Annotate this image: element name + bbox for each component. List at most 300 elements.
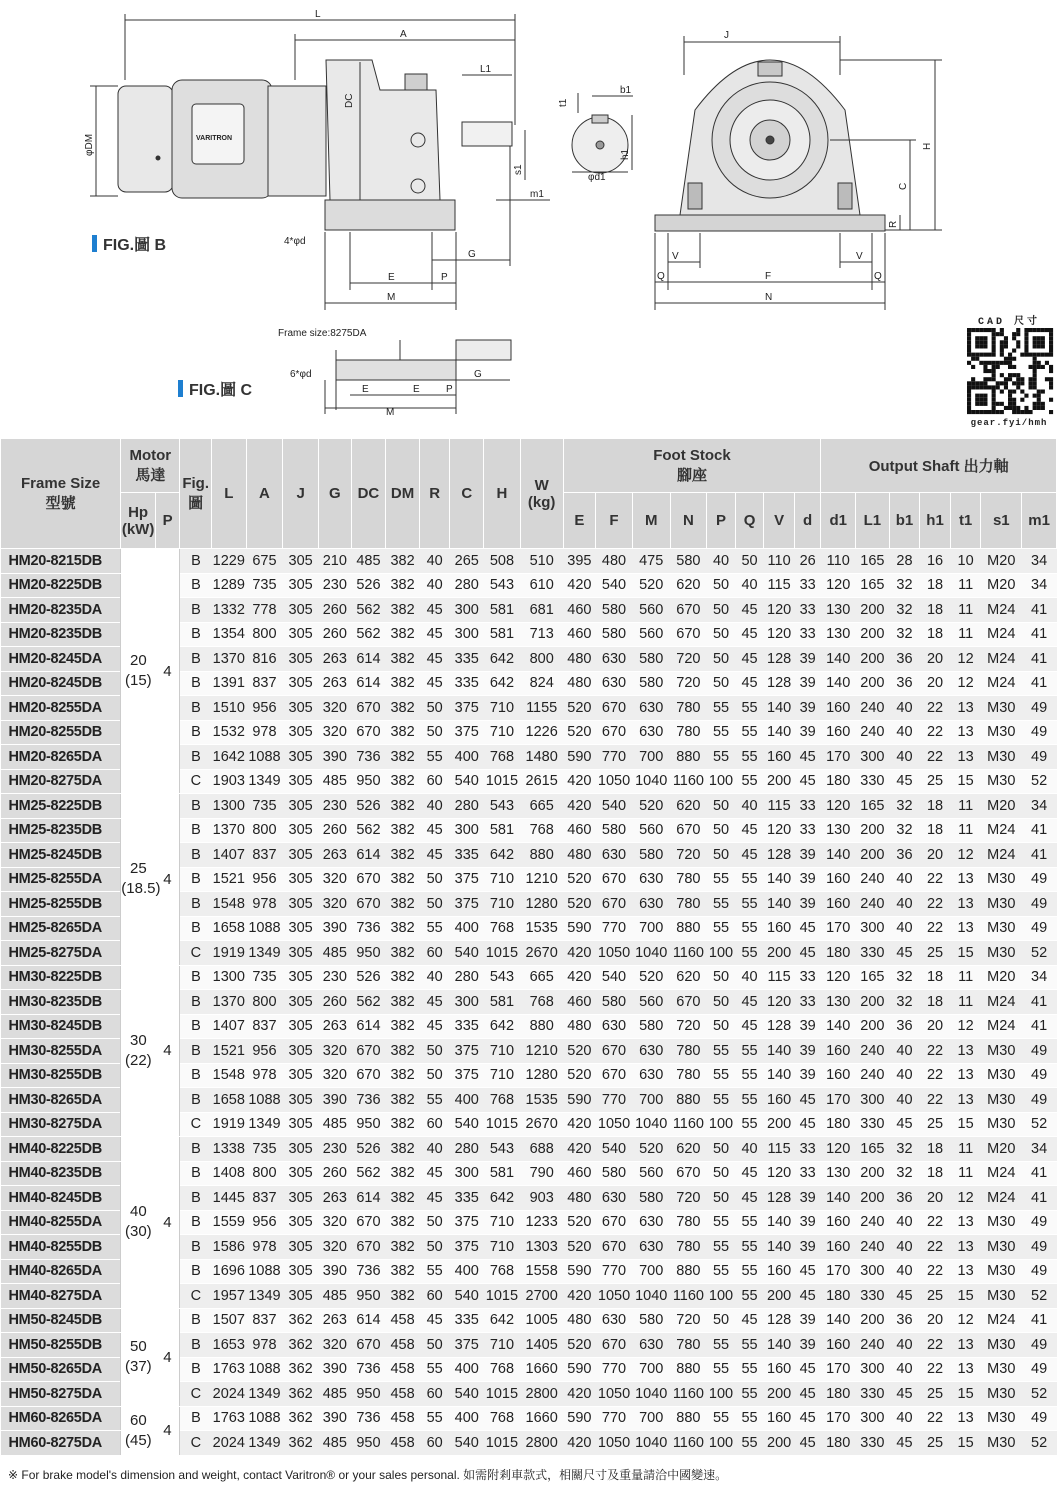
table-cell: 55 xyxy=(735,769,764,794)
frame-size-cell: HM50-8255DB xyxy=(1,1333,121,1358)
table-cell: 1548 xyxy=(211,1063,246,1088)
table-cell: 11 xyxy=(950,598,981,623)
table-cell: 165 xyxy=(856,965,890,990)
table-cell: 375 xyxy=(450,1333,484,1358)
table-cell: 45 xyxy=(735,671,764,696)
table-cell: 15 xyxy=(950,769,981,794)
table-cell: 32 xyxy=(889,1137,920,1162)
table-cell: 526 xyxy=(351,573,386,598)
table-cell: 18 xyxy=(920,622,951,647)
table-cell: 13 xyxy=(950,1063,981,1088)
table-cell: 41 xyxy=(1022,818,1057,843)
table-cell: 1349 xyxy=(246,1431,283,1456)
fig-c-label xyxy=(178,377,252,400)
table-cell: 128 xyxy=(764,1186,795,1211)
table-cell: 375 xyxy=(450,892,484,917)
table-cell: 2615 xyxy=(520,769,563,794)
table-cell: 45 xyxy=(735,598,764,623)
table-cell: 300 xyxy=(856,745,890,770)
table-cell: 160 xyxy=(821,1333,856,1358)
table-cell: 665 xyxy=(520,794,563,819)
motor-kw: (37) xyxy=(125,1358,152,1375)
table-cell: 120 xyxy=(764,990,795,1015)
table-cell: 210 xyxy=(318,549,351,574)
table-cell: 45 xyxy=(419,647,450,672)
table-cell: 837 xyxy=(246,1308,283,1333)
table-cell: 670 xyxy=(351,696,386,721)
table-cell: 700 xyxy=(632,1406,670,1431)
table-cell: 1521 xyxy=(211,1039,246,1064)
th-foot-q: Q xyxy=(735,493,764,549)
table-cell: M30 xyxy=(981,1039,1022,1064)
table-cell: 1233 xyxy=(520,1210,563,1235)
table-cell: 280 xyxy=(450,573,484,598)
table-cell: 305 xyxy=(283,1014,319,1039)
table-cell: 630 xyxy=(596,843,633,868)
th-foot-p: P xyxy=(707,493,736,549)
table-cell: B xyxy=(180,892,212,917)
table-cell: 670 xyxy=(351,867,386,892)
table-cell: 2800 xyxy=(520,1431,563,1456)
table-cell: M30 xyxy=(981,1112,1022,1137)
table-cell: 390 xyxy=(318,1357,351,1382)
table-cell: 1050 xyxy=(596,1112,633,1137)
table-cell: 45 xyxy=(419,1308,450,1333)
table-cell: 45 xyxy=(794,941,821,966)
table-cell: 40 xyxy=(889,696,920,721)
table-row xyxy=(1,549,1057,574)
table-cell: 240 xyxy=(856,1235,890,1260)
table-cell: 670 xyxy=(596,867,633,892)
table-cell: 1155 xyxy=(520,696,563,721)
table-cell: 45 xyxy=(794,1382,821,1407)
table-cell: 526 xyxy=(351,965,386,990)
table-cell: 320 xyxy=(318,1063,351,1088)
table-cell: 950 xyxy=(351,1382,386,1407)
table-cell: 780 xyxy=(670,1039,707,1064)
table-cell: 382 xyxy=(386,843,420,868)
table-cell: 128 xyxy=(764,1014,795,1039)
table-cell: 950 xyxy=(351,1431,386,1456)
table-cell: 45 xyxy=(889,1284,920,1309)
side-dim-label: t1 xyxy=(558,98,569,107)
table-cell: 837 xyxy=(246,1186,283,1211)
table-cell: 160 xyxy=(821,1210,856,1235)
motor-kw: (45) xyxy=(125,1431,152,1449)
table-cell: 2800 xyxy=(520,1382,563,1407)
table-cell: 55 xyxy=(707,867,736,892)
table-cell: 736 xyxy=(351,916,386,941)
table-cell: 32 xyxy=(889,818,920,843)
table-cell: 55 xyxy=(735,1406,764,1431)
table-cell: 590 xyxy=(563,1357,596,1382)
table-cell: 140 xyxy=(764,1235,795,1260)
table-cell: 800 xyxy=(246,622,283,647)
table-cell: 20 xyxy=(920,1308,951,1333)
table-cell: 1507 xyxy=(211,1308,246,1333)
table-cell: 1405 xyxy=(520,1333,563,1358)
table-cell: 15 xyxy=(950,1284,981,1309)
table-cell: 768 xyxy=(484,1088,521,1113)
table-cell: 49 xyxy=(1022,720,1057,745)
table-cell: 22 xyxy=(920,892,951,917)
table-row xyxy=(1,965,1057,990)
qr-url[interactable]: gear.fyi/hmh xyxy=(970,418,1048,428)
table-cell: B xyxy=(180,1357,212,1382)
table-cell: 1642 xyxy=(211,745,246,770)
table-cell: 11 xyxy=(950,622,981,647)
table-cell: 520 xyxy=(563,867,596,892)
table-cell: 950 xyxy=(351,941,386,966)
table-cell: 140 xyxy=(821,671,856,696)
fig-c-dim-label: P xyxy=(446,384,453,395)
table-cell: 32 xyxy=(889,598,920,623)
table-cell: 880 xyxy=(520,843,563,868)
table-cell: M20 xyxy=(981,549,1022,574)
table-cell: 688 xyxy=(520,1137,563,1162)
table-cell: 400 xyxy=(450,1406,484,1431)
table-cell: B xyxy=(180,1137,212,1162)
table-cell: 34 xyxy=(1022,573,1057,598)
table-cell: 560 xyxy=(632,990,670,1015)
table-cell: 40 xyxy=(419,573,450,598)
table-cell: 55 xyxy=(707,696,736,721)
table-cell: 956 xyxy=(246,696,283,721)
table-cell: 60 xyxy=(419,1431,450,1456)
table-cell: 28 xyxy=(889,549,920,574)
table-cell: 45 xyxy=(735,1308,764,1333)
table-cell: 1407 xyxy=(211,1014,246,1039)
table-cell: 382 xyxy=(386,892,420,917)
table-cell: 55 xyxy=(419,916,450,941)
table-cell: M30 xyxy=(981,892,1022,917)
table-cell: 1015 xyxy=(484,1112,521,1137)
fig-b-dim-label: L xyxy=(315,9,321,20)
table-cell: 26 xyxy=(794,549,821,574)
table-cell: 305 xyxy=(283,892,319,917)
table-cell: 630 xyxy=(632,1235,670,1260)
table-cell: 49 xyxy=(1022,1357,1057,1382)
table-cell: M24 xyxy=(981,671,1022,696)
table-cell: 40 xyxy=(889,1063,920,1088)
table-cell: 670 xyxy=(596,1039,633,1064)
table-cell: 335 xyxy=(450,1186,484,1211)
table-cell: 670 xyxy=(596,1235,633,1260)
table-cell: 800 xyxy=(246,818,283,843)
table-cell: 60 xyxy=(419,1284,450,1309)
th-foot-m: M xyxy=(632,493,670,549)
table-cell: 382 xyxy=(386,1014,420,1039)
table-cell: 670 xyxy=(351,1210,386,1235)
table-cell: 15 xyxy=(950,941,981,966)
table-cell: 40 xyxy=(889,720,920,745)
table-row xyxy=(1,1406,1057,1431)
table-cell: 630 xyxy=(596,647,633,672)
table-cell: 320 xyxy=(318,720,351,745)
table-cell: 562 xyxy=(351,598,386,623)
table-cell: 526 xyxy=(351,1137,386,1162)
table-cell: 50 xyxy=(707,990,736,1015)
table-cell: 160 xyxy=(764,745,795,770)
table-cell: 60 xyxy=(419,769,450,794)
table-cell: 55 xyxy=(735,941,764,966)
frame-size-cell: HM30-8275DA xyxy=(1,1112,121,1137)
table-cell: 22 xyxy=(920,867,951,892)
table-cell: 240 xyxy=(856,1210,890,1235)
table-cell: 581 xyxy=(484,622,521,647)
table-cell: 200 xyxy=(764,769,795,794)
table-cell: 45 xyxy=(419,1014,450,1039)
table-cell: 55 xyxy=(707,745,736,770)
table-cell: 50 xyxy=(707,1137,736,1162)
table-cell: 49 xyxy=(1022,916,1057,941)
table-cell: 230 xyxy=(318,573,351,598)
table-cell: 120 xyxy=(764,818,795,843)
table-cell: 45 xyxy=(794,745,821,770)
table-cell: 305 xyxy=(283,549,319,574)
table-cell: 60 xyxy=(419,941,450,966)
table-cell: 36 xyxy=(889,1308,920,1333)
table-cell: 130 xyxy=(821,1161,856,1186)
table-cell: 45 xyxy=(735,843,764,868)
table-cell: 18 xyxy=(920,990,951,1015)
table-cell: 40 xyxy=(889,1210,920,1235)
table-cell: 1535 xyxy=(520,1088,563,1113)
table-cell: 1548 xyxy=(211,892,246,917)
th-foot-stock: Foot Stock 腳座 xyxy=(563,439,821,493)
table-cell: 45 xyxy=(794,1112,821,1137)
frame-size-cell: HM30-8245DB xyxy=(1,1014,121,1039)
table-cell: 630 xyxy=(596,1014,633,1039)
table-cell: 382 xyxy=(386,867,420,892)
motor-kw: (15) xyxy=(125,672,152,689)
table-cell: 55 xyxy=(707,1039,736,1064)
table-cell: 170 xyxy=(821,1357,856,1382)
table-cell: 49 xyxy=(1022,1235,1057,1260)
table-cell: 458 xyxy=(386,1308,420,1333)
table-cell: 335 xyxy=(450,647,484,672)
table-cell: 520 xyxy=(563,1235,596,1260)
table-cell: 45 xyxy=(419,990,450,1015)
table-cell: 55 xyxy=(735,745,764,770)
table-cell: 115 xyxy=(764,573,795,598)
table-cell: 300 xyxy=(856,1259,890,1284)
table-cell: 130 xyxy=(821,622,856,647)
table-cell: 52 xyxy=(1022,941,1057,966)
table-cell: 382 xyxy=(386,1112,420,1137)
table-cell: B xyxy=(180,647,212,672)
table-cell: 45 xyxy=(735,1186,764,1211)
table-cell: 39 xyxy=(794,1063,821,1088)
table-cell: 543 xyxy=(484,794,521,819)
table-cell: 485 xyxy=(351,549,386,574)
table-cell: 903 xyxy=(520,1186,563,1211)
table-cell: 330 xyxy=(856,1382,890,1407)
table-cell: 382 xyxy=(386,916,420,941)
table-cell: 382 xyxy=(386,1186,420,1211)
table-cell: 1015 xyxy=(484,769,521,794)
table-cell: 1229 xyxy=(211,549,246,574)
table-cell: 34 xyxy=(1022,965,1057,990)
table-cell: 39 xyxy=(794,1308,821,1333)
frame-size-cell: HM30-8235DB xyxy=(1,990,121,1015)
table-cell: B xyxy=(180,1088,212,1113)
table-cell: 240 xyxy=(856,696,890,721)
table-cell: 824 xyxy=(520,671,563,696)
table-cell: 200 xyxy=(856,647,890,672)
table-cell: B xyxy=(180,671,212,696)
table-cell: 39 xyxy=(794,867,821,892)
frame-size-cell: HM20-8215DB xyxy=(1,549,121,574)
table-cell: 978 xyxy=(246,1235,283,1260)
table-cell: 710 xyxy=(484,1210,521,1235)
table-cell: 33 xyxy=(794,990,821,1015)
table-cell: 200 xyxy=(856,818,890,843)
table-cell: 55 xyxy=(419,1406,450,1431)
table-cell: M20 xyxy=(981,1137,1022,1162)
table-cell: 41 xyxy=(1022,598,1057,623)
table-cell: 50 xyxy=(419,892,450,917)
table-cell: 540 xyxy=(596,794,633,819)
table-cell: 614 xyxy=(351,671,386,696)
table-cell: 670 xyxy=(351,1235,386,1260)
table-cell: 200 xyxy=(856,843,890,868)
table-cell: 100 xyxy=(707,1112,736,1137)
table-cell: 460 xyxy=(563,598,596,623)
table-cell: 45 xyxy=(889,769,920,794)
table-cell: 52 xyxy=(1022,1382,1057,1407)
frame-size-cell: HM25-8235DB xyxy=(1,818,121,843)
table-cell: 780 xyxy=(670,720,707,745)
table-cell: 768 xyxy=(484,916,521,941)
table-cell: 816 xyxy=(246,647,283,672)
frame-size-cell: HM60-8265DA xyxy=(1,1406,121,1431)
table-cell: M30 xyxy=(981,1357,1022,1382)
side-dim-label: Q xyxy=(657,271,665,282)
table-cell: 880 xyxy=(670,1357,707,1382)
table-cell: B xyxy=(180,1210,212,1235)
fig-b-label xyxy=(92,232,166,255)
table-cell: 335 xyxy=(450,1308,484,1333)
table-cell: 1660 xyxy=(520,1406,563,1431)
frame-size-cell: HM50-8275DA xyxy=(1,1382,121,1407)
table-cell: 620 xyxy=(670,1137,707,1162)
table-cell: 39 xyxy=(794,1186,821,1211)
table-cell: 55 xyxy=(707,892,736,917)
table-cell: 1040 xyxy=(632,1284,670,1309)
th-foot-f: F xyxy=(596,493,633,549)
table-cell: 460 xyxy=(563,990,596,1015)
table-cell: 55 xyxy=(419,745,450,770)
table-cell: 45 xyxy=(735,990,764,1015)
table-cell: 115 xyxy=(764,965,795,990)
table-cell: 1354 xyxy=(211,622,246,647)
table-cell: 40 xyxy=(419,1137,450,1162)
table-cell: 50 xyxy=(419,720,450,745)
table-cell: M24 xyxy=(981,843,1022,868)
table-cell: 200 xyxy=(856,1014,890,1039)
table-cell: 120 xyxy=(764,622,795,647)
table-cell: 39 xyxy=(794,1333,821,1358)
table-cell: 543 xyxy=(484,1137,521,1162)
table-cell: 49 xyxy=(1022,696,1057,721)
table-cell: 55 xyxy=(735,1210,764,1235)
fig-c-dim-label: E xyxy=(362,384,369,395)
table-cell: 20 xyxy=(920,671,951,696)
table-cell: M30 xyxy=(981,1382,1022,1407)
table-cell: 780 xyxy=(670,867,707,892)
table-cell: 170 xyxy=(821,916,856,941)
table-cell: 475 xyxy=(632,549,670,574)
table-cell: 520 xyxy=(632,965,670,990)
table-cell: 400 xyxy=(450,745,484,770)
spec-table xyxy=(0,438,1057,1456)
side-dim-label: φd1 xyxy=(588,172,606,183)
table-cell: 180 xyxy=(821,941,856,966)
table-cell: 580 xyxy=(596,818,633,843)
table-cell: 22 xyxy=(920,1406,951,1431)
table-cell: 1280 xyxy=(520,892,563,917)
table-cell: 956 xyxy=(246,1210,283,1235)
frame-size-cell: HM20-8275DA xyxy=(1,769,121,794)
table-cell: 25 xyxy=(920,769,951,794)
table-cell: 32 xyxy=(889,965,920,990)
table-cell: 55 xyxy=(735,720,764,745)
table-cell: 780 xyxy=(670,1063,707,1088)
table-cell: 40 xyxy=(889,867,920,892)
table-cell: 614 xyxy=(351,843,386,868)
table-cell: 160 xyxy=(821,867,856,892)
spec-table-head xyxy=(1,439,1057,549)
table-cell: 230 xyxy=(318,1137,351,1162)
table-cell: 1015 xyxy=(484,1284,521,1309)
table-cell: 375 xyxy=(450,696,484,721)
table-cell: 837 xyxy=(246,671,283,696)
table-cell: 39 xyxy=(794,720,821,745)
fig-b-text: FIG.圖 B xyxy=(103,237,167,254)
table-cell: 55 xyxy=(419,1259,450,1284)
table-cell: 12 xyxy=(950,1014,981,1039)
table-cell: 305 xyxy=(283,573,319,598)
table-cell: 49 xyxy=(1022,1406,1057,1431)
table-cell: 10 xyxy=(950,549,981,574)
table-cell: 52 xyxy=(1022,1112,1057,1137)
table-cell: 60 xyxy=(419,1112,450,1137)
side-dim-label: J xyxy=(724,30,729,41)
table-row xyxy=(1,794,1057,819)
table-cell: 390 xyxy=(318,745,351,770)
table-cell: 305 xyxy=(283,1284,319,1309)
table-cell: 18 xyxy=(920,1161,951,1186)
table-cell: 40 xyxy=(889,1259,920,1284)
table-cell: 32 xyxy=(889,990,920,1015)
table-cell: 382 xyxy=(386,1137,420,1162)
table-cell: C xyxy=(180,1112,212,1137)
table-cell: 543 xyxy=(484,573,521,598)
th-w: W (kg) xyxy=(520,439,563,549)
table-cell: 41 xyxy=(1022,990,1057,1015)
table-cell: 50 xyxy=(707,1161,736,1186)
fig-c-dim-label: M xyxy=(386,407,395,418)
motor-pole-cell: 4 xyxy=(155,1406,179,1455)
table-cell: 49 xyxy=(1022,1088,1057,1113)
table-cell: 40 xyxy=(419,965,450,990)
table-cell: 55 xyxy=(735,1235,764,1260)
table-cell: 630 xyxy=(596,671,633,696)
table-cell: 780 xyxy=(670,892,707,917)
table-cell: 400 xyxy=(450,1259,484,1284)
table-cell: 1653 xyxy=(211,1333,246,1358)
